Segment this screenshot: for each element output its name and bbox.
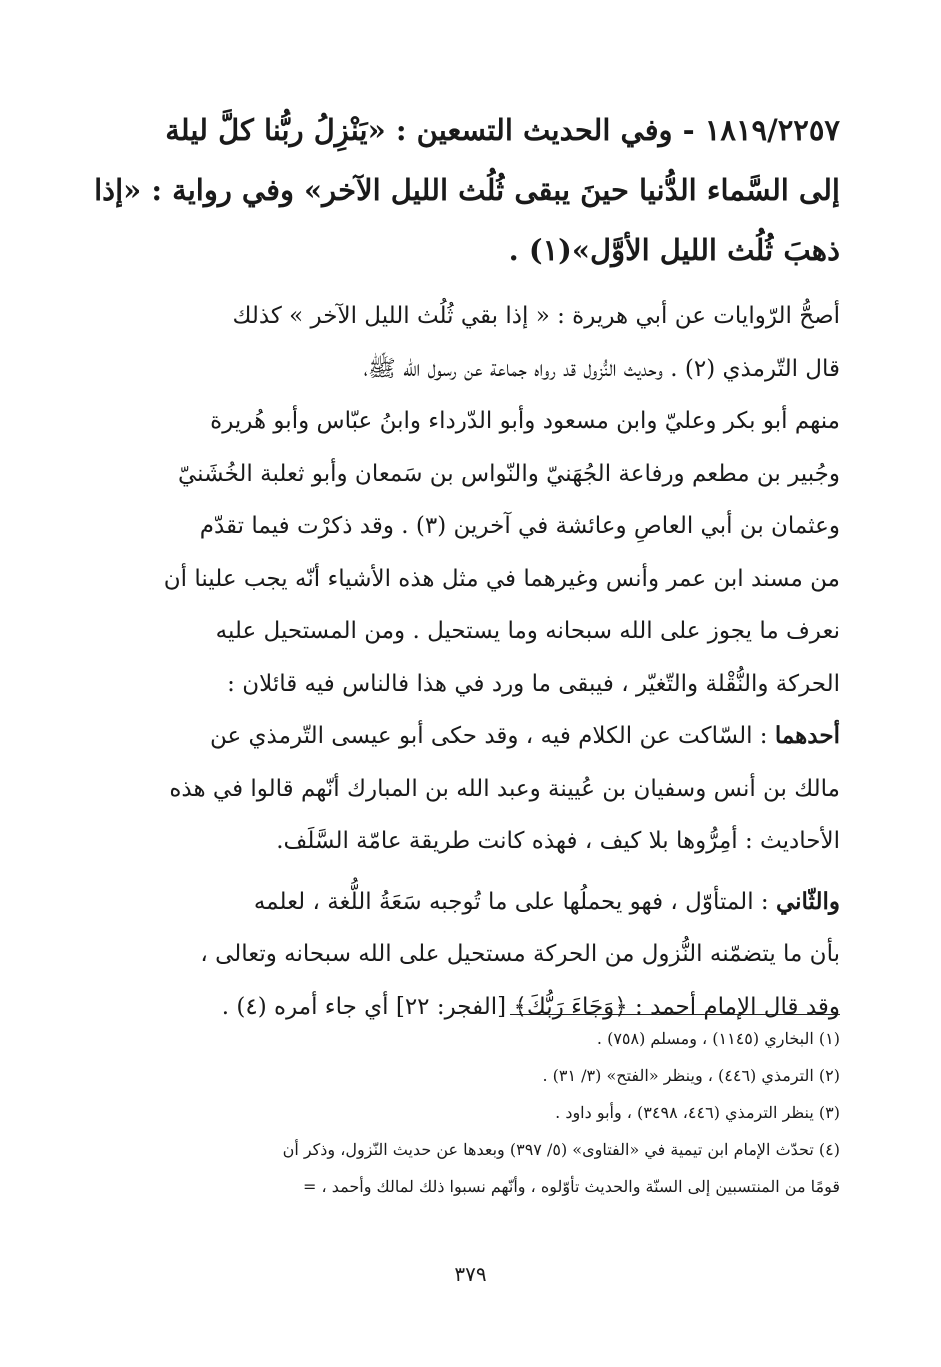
second-opinion-label: والثّاني: [775, 887, 840, 915]
body-line: الأحاديث : أمِرُّوها بلا كيف ، فهذه كانت طريقة عامّة السَّلَف.: [276, 828, 840, 854]
paragraph-gap: [95, 868, 840, 876]
hadith-heading: [95, 100, 840, 280]
heading-line-3: ذهبَ ثُلُث الليل الأوَّل»(١) .: [508, 233, 840, 267]
commentary-body: [95, 290, 840, 1033]
footnote-2: (٢) الترمذي (٤٤٦) ، وينظر «الفتح» (٣/ ٣١) .: [542, 1066, 840, 1085]
footnote-4: (٤) تحدّث الإمام ابن تيمية في «الفتاوى» (٥/ ٣٩٧) وبعدها عن حديث النّزول، وذكر أن: [282, 1140, 840, 1159]
body-line: وقد قال الإمام أحمد : ﴿وَجَاءَ رَبُّكَ﴾ [الفجر: ٢٢] أي جاء أمره (٤) .: [221, 993, 840, 1020]
footnote-1: (١) البخاري (١١٤٥) ، ومسلم (٧٥٨) .: [596, 1029, 840, 1048]
body-line: نعرف ما يجوز على الله سبحانه وما يستحيل . ومن المستحيل عليه: [215, 618, 840, 644]
second-opinion-text: : المتأوّل ، فهو يحملُها على ما تُوجبه سَعَةُ اللُّغة ، لعلمه: [253, 888, 769, 915]
page-number: ٣٧٩: [454, 1262, 487, 1286]
body-line: وجُبير بن مطعم ورفاعة الجُهَنيّ والنّواس بن سَمعان وأبو ثعلبة الخُشَنيّ: [177, 460, 840, 487]
body-line: قال التّرمذي (٢) . وحديث النُّزول قد رواه جماعة عن رسول الله ﷺ،: [363, 355, 840, 382]
footnote-3: (٣) ينظر الترمذي (٤٤٦، ٣٤٩٨) ، وأبو داود .: [555, 1103, 840, 1122]
body-line: بأن ما يتضمّنه النُّزول من الحركة مستحيل على الله سبحانه وتعالى ،: [200, 941, 840, 967]
heading-line-1: ١٨١٩/٢٢٥٧ - وفي الحديث التسعين : «يَنْزِلُ ربُّنا كلَّ ليلة: [165, 113, 840, 147]
footnote-divider: [510, 1014, 840, 1015]
body-line: الحركة والنُّقْلة والتّغيّر ، فيبقى ما ورد في هذا فالناس فيه قائلان :: [227, 670, 840, 697]
body-line: [95, 710, 840, 763]
first-opinion-label: أحدهما: [774, 722, 840, 749]
body-line: وعثمان بن أبي العاصِ وعائشة في آخرين (٣) . وقد ذكرْت فيما تقدّم: [199, 513, 840, 539]
body-line: منهم أبو بكر وعليّ وابن مسعود وأبو الدّرداء وابنُ عبّاس وأبو هُريرة: [210, 408, 840, 434]
body-line: مالك بن أنس وسفيان بن عُيينة وعبد الله بن المبارك أنّهم قالوا في هذه: [169, 775, 840, 802]
body-line: أصحُّ الرّوايات عن أبي هريرة : « إذا بقي ثُلُث الليل الآخر » كذلك: [232, 303, 840, 329]
page-text: [95, 100, 840, 1033]
first-opinion-text: : السّاكت عن الكلام فيه ، وقد حكى أبو عيسى التّرمذي عن: [210, 723, 768, 749]
body-line: [95, 876, 840, 929]
footnotes: [95, 1020, 840, 1205]
footnote-4-continued: قومًا من المنتسبين إلى السنّة والحديث تأوّلوه ، وأنّهم نسبوا ذلك لمالك وأحمد ، =: [302, 1177, 840, 1196]
body-line: من مسند ابن عمر وأنس وغيرهما في مثل هذه الأشياء أنّه يجب علينا أن: [163, 565, 840, 592]
heading-line-2: إلى السَّماء الدُّنيا حينَ يبقى ثُلُث الليل الآخر» وفي رواية : «إذا: [94, 173, 840, 207]
